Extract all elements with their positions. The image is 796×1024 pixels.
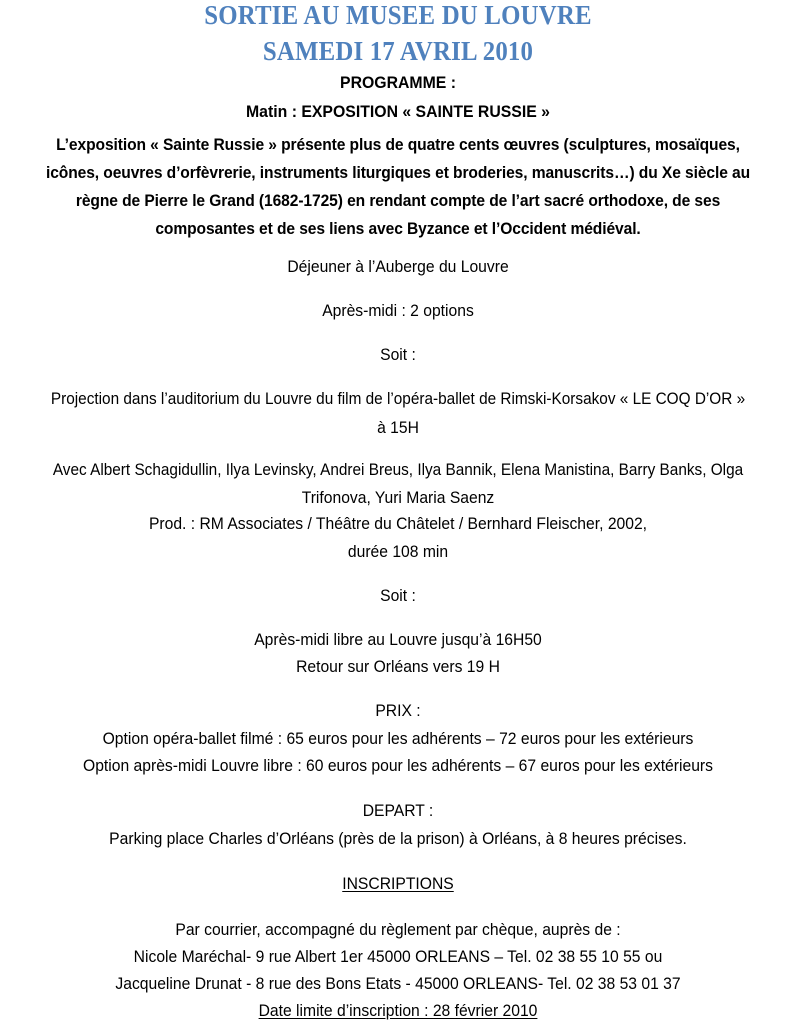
production-line: Prod. : RM Associates / Théâtre du Châtelet / Bernhard Fleischer, 2002, [148,515,648,533]
exposition-paragraph: L’exposition « Sainte Russie » présente plus de quatre cents œuvres (sculptures, mosaïques, icônes, oeuvres d’orfèvrerie, instruments liturgiques et broderies, manuscrits…) du Xe siècle au règne de Pierre le Grand (1682-1725) en rendant compte de l’art sacré orthodoxe, de ses composantes et de ses liens avec Byzance et l’Occident médiéval. [45,136,751,238]
departure-details: Parking place Charles d’Orléans (près de la prison) à Orléans, à 8 heures précises. [109,830,687,848]
price-option-2: Option après-midi Louvre libre : 60 euros pour les adhérents – 67 euros pour les extérieurs [83,757,713,775]
registration-contact-2: Jacqueline Drunat - 8 rue des Bons Etats - 45000 ORLEANS- Tel. 02 38 53 01 37 [115,975,681,993]
cast-line-2: Trifonova, Yuri Maria Saenz [301,489,495,507]
price-option-1: Option opéra-ballet filmé : 65 euros pour les adhérents – 72 euros pour les extérieurs [102,730,694,748]
projection-line: Projection dans l’auditorium du Louvre du film de l’opéra-ballet de Rimski-Korsakov « LE COQ D’OR » [50,390,746,408]
price-heading: PRIX : [375,702,421,720]
registration-intro: Par courrier, accompagné du règlement par chèque, auprès de : [175,921,621,939]
registration-deadline: Date limite d’inscription : 28 février 2010 [258,1002,538,1020]
morning-exposition-heading: Matin : EXPOSITION « SAINTE RUSSIE » [246,102,550,121]
free-afternoon-line: Après-midi libre au Louvre jusqu’à 16H50 [254,631,542,649]
document-title-line-1: SORTIE AU MUSEE DU LOUVRE [204,0,592,30]
afternoon-options-line: Après-midi : 2 options [322,302,474,320]
soit-label-2: Soit : [380,587,416,605]
document-title-line-2: SAMEDI 17 AVRIL 2010 [262,36,534,66]
registration-contact-1: Nicole Maréchal- 9 rue Albert 1er 45000 ORLEANS – Tel. 02 38 55 10 55 ou [133,948,663,966]
projection-time: à 15H [377,419,419,437]
registration-heading: INSCRIPTIONS [342,875,454,893]
cast-line-1: Avec Albert Schagidullin, Ilya Levinsky, Andrei Breus, Ilya Bannik, Elena Manistina, Barry Banks, Olga [52,461,744,479]
soit-label-1: Soit : [380,346,416,364]
duration-line: durée 108 min [347,543,449,561]
return-line: Retour sur Orléans vers 19 H [296,658,500,676]
departure-heading: DEPART : [362,802,434,820]
programme-heading: PROGRAMME : [340,73,456,92]
lunch-line: Déjeuner à l’Auberge du Louvre [287,258,509,276]
